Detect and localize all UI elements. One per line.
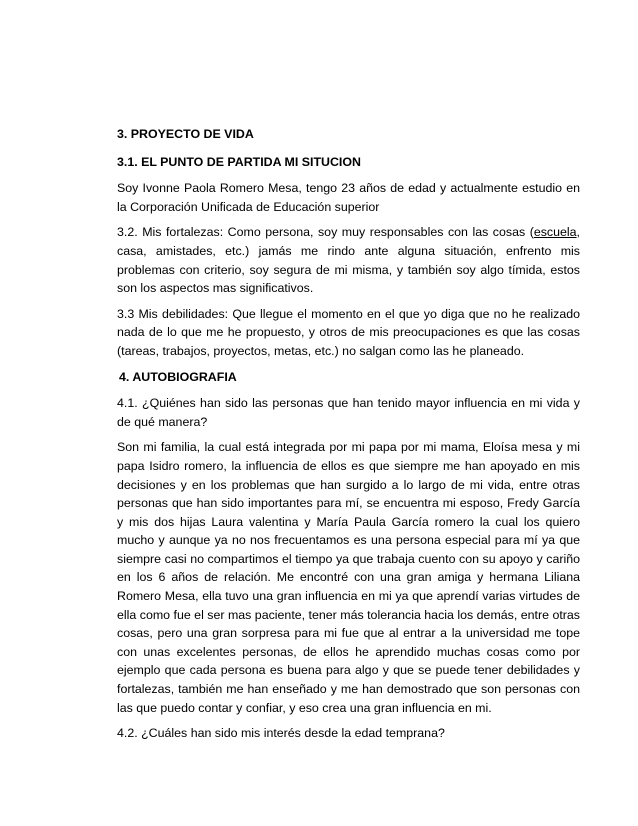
heading-project: 3. PROYECTO DE VIDA	[117, 127, 254, 141]
heading-starting-point: 3.1. EL PUNTO DE PARTIDA MI SITUCION	[117, 154, 361, 169]
strengths-underlined-word: escuela	[533, 225, 577, 240]
strengths-paragraph	[117, 223, 580, 297]
weaknesses-paragraph: 3.3 Mis debilidades: Que llegue el momento en el que yo diga que no he realizado nada de lo que me he propuesto, y otros de mis preocupaciones es que las cosas (tareas, trabajos, proyectos, metas, etc.) no salgan como las he planeado.	[117, 306, 580, 358]
strengths-text-before: 3.2. Mis fortalezas: Como persona, soy muy responsables con las cosas (	[117, 225, 534, 240]
question-2: 4.2. ¿Cuáles han sido mis interés desde la edad temprana?	[117, 726, 445, 741]
document-body	[117, 125, 580, 750]
question-1: 4.1. ¿Quiénes han sido las personas que han tenido mayor influencia en mi vida y de qué manera?	[117, 396, 580, 429]
intro-paragraph: Soy Ivonne Paola Romero Mesa, tengo 23 años de edad y actualmente estudio en la Corporación Unificada de Educación superior	[117, 181, 580, 214]
answer-1-paragraph: Son mi familia, la cual está integrada por mi papa por mi mama, Eloísa mesa y mi papa Isidro romero, la influencia de ellos es que siempre me han apoyado en mis decisiones y en los problemas que han surgido a lo largo de mi vida, entre otras personas que han sido importantes para mí, se encuentra mi esposo, Fredy García y mis dos hijas Laura valentina y María Paula García romero la cual los quiero mucho y aunque ya no nos frecuentamos es una persona especial para mí ya que siempre casi no compartimos el tiempo ya que trabaja cuento con su apoyo y cariño en los 6 años de relación. Me encontré con una gran amiga y hermana Liliana Romero Mesa, ella tuvo una gran influencia en mi ya que aprendí varias virtudes de ella como fue el ser mas paciente, tener más tolerancia hacia los demás, entre otras cosas, pero una gran sorpresa para mi fue que al entrar a la universidad me tope con unas excelentes personas, de ellos he aprendido muchas cosas como por ejemplo que cada persona es buena para algo y que se puede tener debilidades y fortalezas, también me han enseñado y me han demostrado que son personas con las que puedo contar y confiar, y eso crea una gran influencia en mi.	[117, 440, 580, 715]
heading-autobiography: 4. AUTOBIOGRAFIA	[119, 369, 237, 384]
strengths-text-after: , casa, amistades, etc.) jamás me rindo ante alguna situación, enfrento mis problemas con criterio, soy segura de mi misma, y también soy algo tímida, estos son los aspectos mas significativos.	[117, 225, 580, 296]
